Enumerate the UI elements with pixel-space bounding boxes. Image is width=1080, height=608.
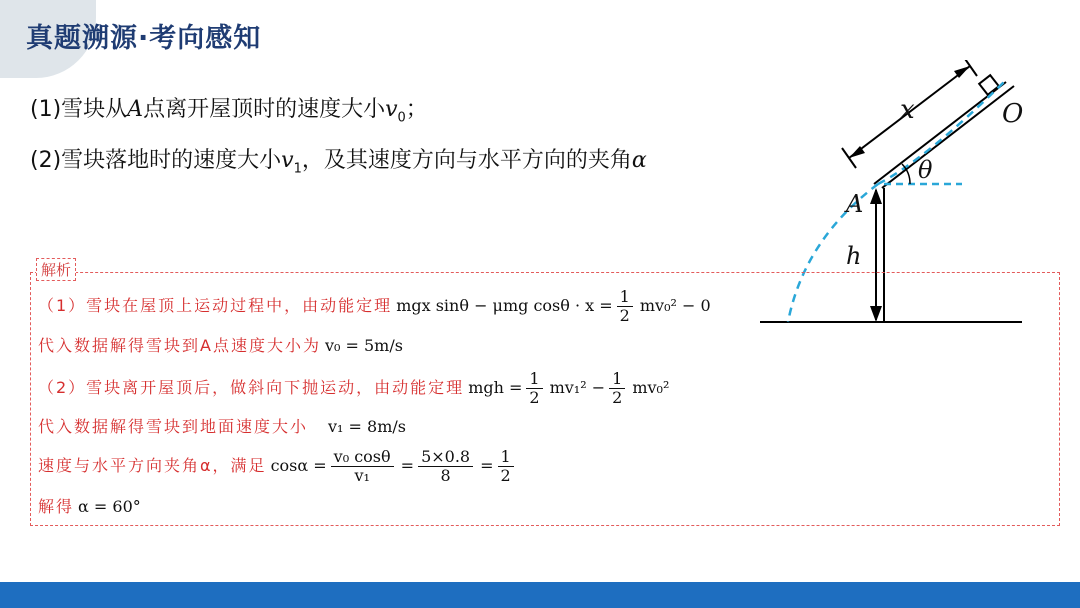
- line-5-text: 速度与水平方向夹角α，满足: [38, 456, 267, 475]
- line-3-eq-left: mgh =: [468, 378, 523, 397]
- question-2-mid: ，及其速度方向与水平方向的夹角: [301, 148, 632, 173]
- line-5-frac-2-den: 8: [440, 466, 451, 485]
- line-3-frac-1-den: 2: [529, 388, 540, 407]
- question-2-var-alpha: α: [631, 148, 647, 173]
- solution-line-5: 速度与水平方向夹角α，满足 cosα = $\frac{\text{v₀ cosθ}}{\text{v₁}}$ = $\frac{5\times 0.8}{8}$ = $\frac{1}{2}$: [38, 448, 517, 485]
- line-3-eq-right: mv₀²: [632, 378, 670, 397]
- line-1-frac-num: 1: [617, 288, 633, 307]
- line-3-frac-1: [526, 370, 542, 407]
- solution-line-6: [38, 494, 141, 517]
- line-5-frac-1-den: v₁: [354, 466, 370, 485]
- title-banner: [0, 0, 330, 72]
- question-1-sub: 0: [397, 110, 406, 126]
- line-5-frac-3: [498, 448, 514, 485]
- label-h: h: [846, 242, 862, 270]
- roof-line-1: [874, 82, 1006, 184]
- page-title: 真题溯源·考向感知: [26, 23, 262, 54]
- line-5-frac-1-num: v₀ cosθ: [331, 448, 394, 467]
- question-1-var-v: v: [385, 97, 398, 122]
- line-1-eq-left: mgx sinθ − μmg cosθ · x =: [396, 296, 613, 315]
- line-3-frac-2-den: 2: [612, 388, 623, 407]
- question-1-prefix: (1)雪块从: [30, 97, 128, 122]
- question-1-var-a: A: [127, 97, 144, 122]
- line-4-eq: v₁ = 8m/s: [328, 417, 406, 436]
- line-5-frac-1: [331, 448, 394, 485]
- line-3-frac-2-num: 1: [609, 370, 625, 389]
- line-1-eq-right: mv₀² − 0: [639, 296, 711, 315]
- label-x: x: [900, 95, 915, 125]
- solution-label: 解析: [36, 258, 76, 281]
- line-1-frac: [617, 288, 633, 325]
- line-5-frac-2-num: 5×0.8: [418, 448, 473, 467]
- solution-line-2: [38, 333, 403, 356]
- line-5-frac-2: [418, 448, 473, 485]
- solution-line-3: [38, 370, 669, 407]
- label-a: A: [846, 190, 864, 218]
- line-3-frac-2: [609, 370, 625, 407]
- line-1-text: （1）雪块在屋顶上运动过程中，由动能定理: [38, 296, 393, 315]
- line-2-eq: v₀ = 5m/s: [324, 336, 403, 355]
- line-5-frac-3-den: 2: [500, 466, 511, 485]
- question-1-mid: 点离开屋顶时的速度大小: [143, 97, 386, 122]
- label-o: O: [1002, 99, 1024, 129]
- line-3-eq-mid: mv₁² −: [549, 378, 606, 397]
- bottom-bar: [0, 582, 1080, 608]
- line-4-text: 代入数据解得雪块到地面速度大小: [38, 417, 309, 436]
- line-3-text: （2）雪块离开屋顶后，做斜向下抛运动，由动能定理: [38, 378, 465, 397]
- line-1-frac-den: 2: [619, 306, 630, 325]
- h-arrow-top: [870, 188, 882, 204]
- line-6-text: 解得: [38, 497, 75, 516]
- line-6-eq: α = 60°: [78, 497, 141, 516]
- snow-block: [979, 75, 999, 95]
- label-theta: θ: [918, 156, 933, 184]
- question-2: [30, 143, 647, 176]
- line-5-frac-3-num: 1: [498, 448, 514, 467]
- question-1-suffix: ；: [405, 97, 428, 122]
- question-2-sub: 1: [293, 161, 302, 177]
- question-1: [30, 92, 428, 125]
- x-tick-left: [842, 148, 856, 168]
- question-2-prefix: (2)雪块落地时的速度大小: [30, 148, 282, 173]
- line-2-text: 代入数据解得雪块到A点速度大小为: [38, 336, 321, 355]
- line-5-eq-left: cosα =: [270, 456, 327, 475]
- question-2-var-v: v: [281, 148, 294, 173]
- line-3-frac-1-num: 1: [526, 370, 542, 389]
- solution-line-4: [38, 414, 406, 437]
- solution-line-1: [38, 288, 711, 325]
